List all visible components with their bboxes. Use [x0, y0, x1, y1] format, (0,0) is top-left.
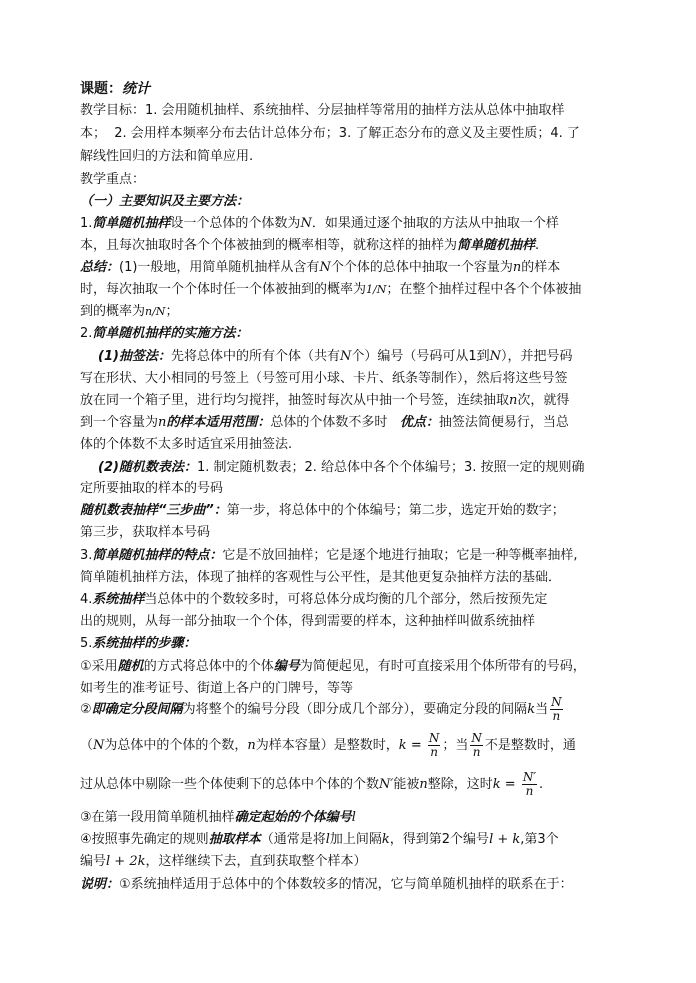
- step2-fraction: [550, 696, 563, 723]
- step2-marker: ②: [80, 702, 92, 717]
- step3-text-1: 在第一段用简单随机抽样: [91, 810, 235, 825]
- randtable-line-3: [80, 502, 565, 520]
- summary-line-1: [80, 259, 560, 277]
- step2-text-3: （: [80, 738, 94, 753]
- lottery-var-n: n: [509, 393, 518, 408]
- step2-text-4: 为总体中的个体的个数，: [104, 738, 248, 753]
- step2-fraction-den: n: [552, 709, 561, 723]
- p1-text-3: 本，且每次抽取时各个个体被抽到的概率相等，就称这样的抽样为: [80, 238, 458, 253]
- randtable-line-4: [80, 524, 210, 542]
- step1-text-1: 采用: [91, 659, 118, 674]
- lottery-label: (1)抽签法：: [98, 349, 171, 364]
- summary-text-4: 时，每次抽取一个个体时任一个体被抽到的概率为: [80, 282, 367, 297]
- step2-fraction-3-den: n: [472, 745, 481, 759]
- goals-line-1: [80, 102, 565, 120]
- step3-marker: ③: [80, 810, 92, 825]
- step2-end: .: [539, 777, 544, 792]
- step2-text-5: 为样本容量）是整数时，: [255, 738, 399, 753]
- step1-text-4: 如考生的准考证号、街道上各户的门牌号，等等: [80, 681, 354, 696]
- step1-marker: ①: [80, 659, 92, 674]
- p1-term: 简单随机抽样: [92, 216, 171, 231]
- summary-line-2: [80, 281, 581, 299]
- step2-text-8: 过从总体中剔除一些个体使剩下的总体中个体的个数: [80, 777, 380, 792]
- goals-line-3: [80, 148, 253, 166]
- p3-line-2: [80, 569, 561, 587]
- lottery-text-7: 到一个容量为: [80, 415, 159, 430]
- step2-var-k: k: [527, 702, 536, 717]
- step2-text-10: 整除，这时: [427, 777, 493, 792]
- p1-text-2: ．如果通过逐个抽取的方法从中抽取一个样: [311, 216, 559, 231]
- step2-text-6: ；当: [442, 738, 469, 753]
- step1-text-2: 的方式将总体中的个体: [143, 659, 274, 674]
- lottery-scope-term: 的样本适用范围：: [166, 415, 271, 430]
- note-marker: ①: [119, 877, 131, 892]
- lottery-text-3: ），并把号码: [500, 349, 573, 364]
- p2-title: 简单随机抽样的实施方法：: [92, 326, 249, 341]
- lottery-text-5: 放在同一个箱子里，进行均匀搅拌，抽签时每次从中抽一个号签，连续抽取: [80, 393, 510, 408]
- randtable-line-1: [98, 459, 585, 477]
- lottery-text-8: 总体的个体数不多时: [270, 415, 388, 430]
- step2-equals-2: =: [500, 777, 520, 792]
- step2-var-Nprime: N′: [379, 777, 394, 792]
- p4-line-1: [80, 591, 547, 609]
- step2-fraction-4: [522, 771, 537, 798]
- summary-var-N: N: [319, 260, 331, 275]
- note-label: 说明：: [80, 877, 120, 892]
- step4-term: 抽取样本: [208, 832, 261, 847]
- step4-line-2: [80, 853, 367, 871]
- step4-text-2: （通常是将: [260, 832, 326, 847]
- step2-fraction-num: N: [551, 695, 562, 709]
- p2-number: 2.: [80, 326, 93, 341]
- randtable-text-2: 定所要抽取的样本的号码: [80, 481, 224, 496]
- lottery-text-4: 写在形状、大小相同的号签上（号签可用小球、卡片、纸条等制作），然后将这些号签: [80, 371, 568, 386]
- p1-text-1: 设一个总体的个体数为: [170, 216, 301, 231]
- step2-term: 即确定分段间隔: [91, 702, 183, 717]
- lottery-text-6: 次，就得: [517, 393, 570, 408]
- p5-title: 系统抽样的步骤：: [92, 636, 197, 651]
- step4-text-5: ,第3个: [520, 832, 559, 847]
- p4-text-2: 出的规则，从每一部分抽取一个个体，得到需要的样本，这种抽样叫做系统抽样: [80, 614, 536, 629]
- section-1-heading: [80, 193, 249, 211]
- randtable-text-4: 第三步，获取样本号码: [80, 525, 211, 540]
- step1-term-2: 编号: [273, 659, 300, 674]
- summary-text-5: ；在整个抽样过程中各个个体被抽: [386, 282, 582, 297]
- focus-label: 教学重点：: [80, 172, 146, 187]
- note-text: 系统抽样适用于总体中的个体数较多的情况，它与简单随机抽样的联系在于：: [130, 877, 573, 892]
- step2-var-n2: n: [419, 777, 428, 792]
- lottery-line-3: [80, 392, 569, 410]
- lottery-line-1: [98, 348, 573, 366]
- goals-text-3: 解线性回归的方法和简单应用.: [80, 149, 254, 164]
- summary-label: 总结：: [80, 260, 120, 275]
- randtable-three-steps-term: 随机数表抽样“三步曲”：: [80, 503, 227, 518]
- step2-var-N: N: [93, 738, 105, 753]
- step2-text-7: 不是整数时，通: [484, 738, 576, 753]
- p3-text-1: 它是不放回抽样；它是逐个地进行抽取；它是一种等概率抽样,: [222, 548, 578, 563]
- step2-text-1: 为将整个的编号分段（即分成几个部分），要确定分段的间隔: [182, 702, 528, 717]
- lottery-text-1: 先将总体中的所有个体（共有: [170, 349, 340, 364]
- step1-term: 随机: [117, 659, 144, 674]
- p3-line-1: [80, 547, 578, 565]
- summary-line-3: [80, 303, 178, 321]
- goals-text-2: 本； 2. 会用样本频率分布去估计总体分布；3. 了解正态分布的意义及主要性质；4. 了: [80, 126, 580, 141]
- step2-text-2: 当: [535, 702, 549, 717]
- step2-line-3: [80, 761, 543, 809]
- step4-text-1: 按照事先确定的规则: [91, 832, 209, 847]
- lottery-text-9: 抽签法简便易行，当总: [438, 415, 569, 430]
- goals-text-1: 1. 会用随机抽样、系统抽样、分层抽样等常用的抽样方法从总体中抽取样: [145, 103, 565, 118]
- step2-fraction-3: [470, 732, 483, 759]
- step4-var-l: l: [325, 832, 330, 847]
- lesson-title: [80, 80, 150, 98]
- lottery-line-2: [80, 370, 568, 388]
- p4-term: 系统抽样: [92, 592, 145, 607]
- step3-var-l: l: [351, 810, 356, 825]
- randtable-label: (2)随机数表法：: [98, 460, 197, 475]
- step4-var-k: k: [381, 832, 390, 847]
- section-1-number: （一）: [80, 194, 120, 209]
- lottery-var-N2: N: [489, 349, 501, 364]
- lottery-advantage-term: 优点：: [399, 415, 439, 430]
- lottery-text-2: 个）编号（号码可从1到: [351, 349, 490, 364]
- step2-equals: =: [406, 738, 426, 753]
- p4-text-1: 当总体中的个数较多时，可将总体分成均衡的几个部分，然后按预先定: [144, 592, 548, 607]
- step2-fraction-4-num: N′: [522, 770, 537, 784]
- lottery-line-4: [80, 414, 569, 432]
- step4-expr-l-plus-2k: l + 2k: [106, 854, 146, 869]
- p4-line-2: [80, 613, 535, 631]
- randtable-text-1: 1. 制定随机数表；2. 给总体中各个个体编号；3. 按照一定的规则确: [196, 460, 585, 475]
- p5-heading: [80, 635, 196, 653]
- lottery-text-10: 体的个体数不太多时适宜采用抽签法.: [80, 437, 293, 452]
- step2-var-n: n: [247, 738, 256, 753]
- randtable-text-3: 第一步，将总体中的个体编号；第二步，选定开始的数字；: [226, 503, 565, 518]
- goals-label: 教学目标：: [80, 103, 146, 118]
- step4-expr-l-plus-k: l + k: [489, 832, 521, 847]
- p5-number: 5.: [80, 636, 93, 651]
- summary-var-n: n: [512, 260, 522, 275]
- randtable-line-2: [80, 480, 223, 498]
- summary-text-6: 到的概率为: [80, 304, 146, 319]
- step2-var-k3: k: [492, 777, 501, 792]
- step2-fraction-3-num: N: [471, 731, 482, 745]
- step4-text-3: 加上间隔: [329, 832, 382, 847]
- goals-line-2: [80, 125, 580, 143]
- p1-line-1: [80, 215, 559, 233]
- p1-var-N: N: [300, 216, 312, 231]
- step1-text-3: 为简便起见，有时可直接采用个体所带有的号码，: [299, 659, 586, 674]
- p3-number: 3.: [80, 548, 93, 563]
- focus-heading: [80, 171, 145, 189]
- note-line: [80, 876, 573, 894]
- p1-end: .: [535, 238, 540, 253]
- step2-fraction-2-num: N: [428, 731, 440, 745]
- lottery-var-N: N: [339, 349, 352, 364]
- step4-text-4: ，得到第2个编号: [389, 832, 490, 847]
- p3-term: 简单随机抽样的特点：: [92, 548, 223, 563]
- p4-number: 4.: [80, 592, 93, 607]
- step4-text-7: ，这样继续下去，直到获取整个样本）: [145, 854, 367, 869]
- summary-fraction-1: 1/N: [366, 283, 387, 296]
- summary-text-2: 个个体的总体中抽取一个容量为: [330, 260, 513, 275]
- p1-number: 1.: [80, 216, 93, 231]
- step4-line-1: [80, 831, 559, 849]
- p1-line-2: [80, 237, 539, 255]
- step2-text-9: 能被: [393, 777, 420, 792]
- step4-text-6: 编号: [80, 854, 107, 869]
- step2-fraction-2-den: n: [430, 745, 438, 759]
- title-label: 课题：: [80, 81, 122, 97]
- step2-fraction-4-den: n: [525, 784, 534, 798]
- section-1-title: 主要知识及主要方法：: [119, 194, 250, 209]
- step3-line: [80, 809, 356, 827]
- step1-line-1: [80, 658, 586, 676]
- step3-term: 确定起始的个体编号: [234, 810, 352, 825]
- lottery-var-n2: n: [158, 415, 167, 430]
- p2-heading: [80, 325, 248, 343]
- p1-term-2: 简单随机抽样: [457, 238, 536, 253]
- step2-fraction-2: [428, 732, 441, 759]
- summary-text-7: ；: [165, 304, 179, 319]
- p3-text-2: 简单随机抽样方法，体现了抽样的客观性与公平性，是其他更复杂抽样方法的基础．: [80, 570, 562, 585]
- title-value: 统计: [122, 81, 150, 97]
- summary-text-1: (1)一般地，用简单随机抽样从含有: [119, 260, 320, 275]
- step4-marker: ④: [80, 832, 92, 847]
- summary-text-3: 的样本: [521, 260, 561, 275]
- step2-var-k2: k: [398, 738, 407, 753]
- lottery-line-5: [80, 436, 292, 454]
- summary-fraction-2: n/N: [145, 305, 166, 318]
